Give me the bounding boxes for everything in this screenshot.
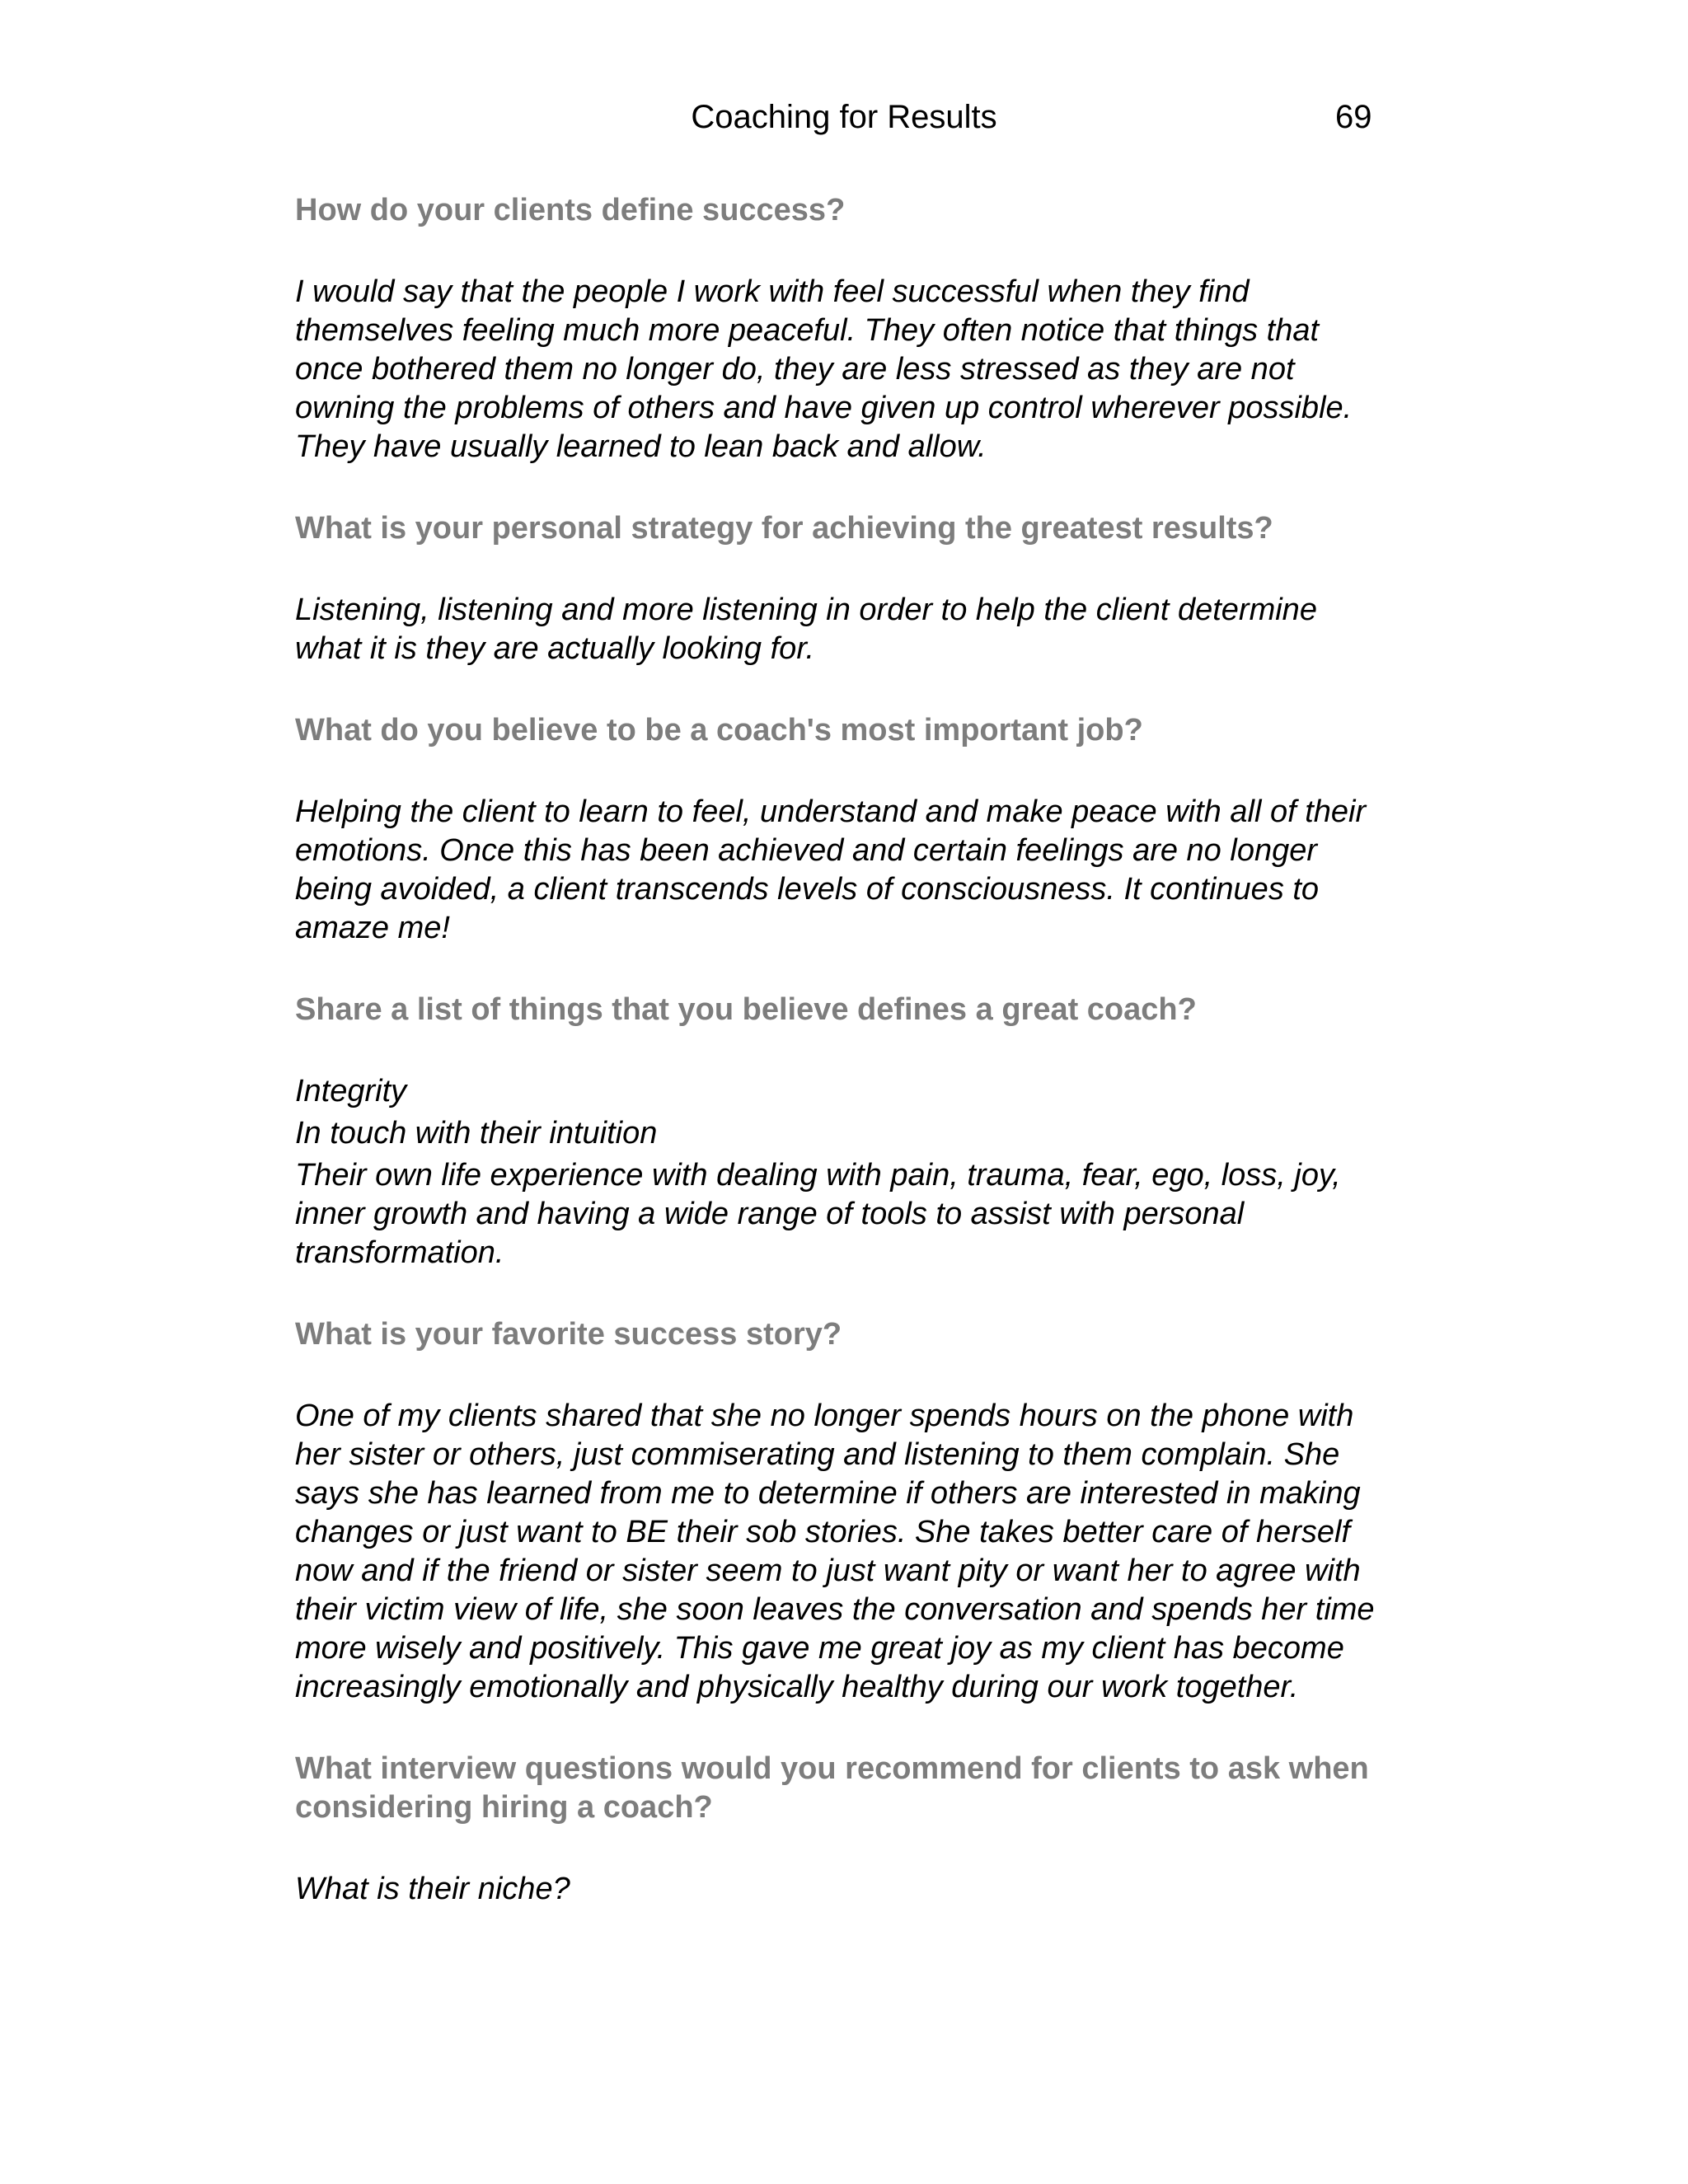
question-heading: What is your personal strategy for achieving the greatest results?: [295, 511, 1273, 546]
page-body: [295, 191, 1391, 1952]
list-item: Integrity: [295, 1074, 407, 1108]
great-coach-list: [295, 1072, 1391, 1272]
list-item: Their own life experience with dealing with pain, trauma, fear, ego, loss, joy, inner growth and having a wide range of tools to assist with personal transformation.: [295, 1158, 1341, 1270]
question-heading: What do you believe to be a coach's most important job?: [295, 713, 1143, 748]
page-number: 69: [1335, 99, 1372, 135]
list-item: In touch with their intuition: [295, 1116, 658, 1151]
running-title: Coaching for Results: [691, 99, 997, 135]
answer-paragraph: Helping the client to learn to feel, understand and make peace with all of their emotions. Once this has been achieved and certain feelings are no longer being avoided, a client transcends levels of consciousness. It continues to amaze me!: [295, 794, 1367, 945]
answer-paragraph: What is their niche?: [295, 1872, 570, 1906]
question-heading: How do your clients define success?: [295, 193, 846, 227]
question-heading: Share a list of things that you believe defines a great coach?: [295, 992, 1197, 1027]
answer-paragraph: Listening, listening and more listening in order to help the client determine what it is they are actually looking for.: [295, 593, 1317, 666]
page-header: [0, 92, 1688, 142]
answer-paragraph: I would say that the people I work with feel successful when they find themselves feeling much more peaceful. They often notice that things that once bothered them no longer do, they are less stressed as they are not owning the problems of others and have given up control wherever possible. They have usually learned to lean back and allow.: [295, 274, 1353, 464]
question-heading: What interview questions would you recommend for clients to ask when considering hiring a coach?: [295, 1751, 1369, 1825]
question-heading: What is your favorite success story?: [295, 1317, 842, 1352]
answer-paragraph: One of my clients shared that she no longer spends hours on the phone with her sister or others, just commiserating and listening to them complain. She says she has learned from me to determine if others are interested in making changes or just want to BE their sob stories. She takes better care of herself now and if the friend or sister seem to just want pity or want her to agree with their victim view of life, she soon leaves the conversation and spends her time more wisely and positively. This gave me great joy as my client has become increasingly emotionally and physically healthy during our work together.: [295, 1399, 1375, 1704]
